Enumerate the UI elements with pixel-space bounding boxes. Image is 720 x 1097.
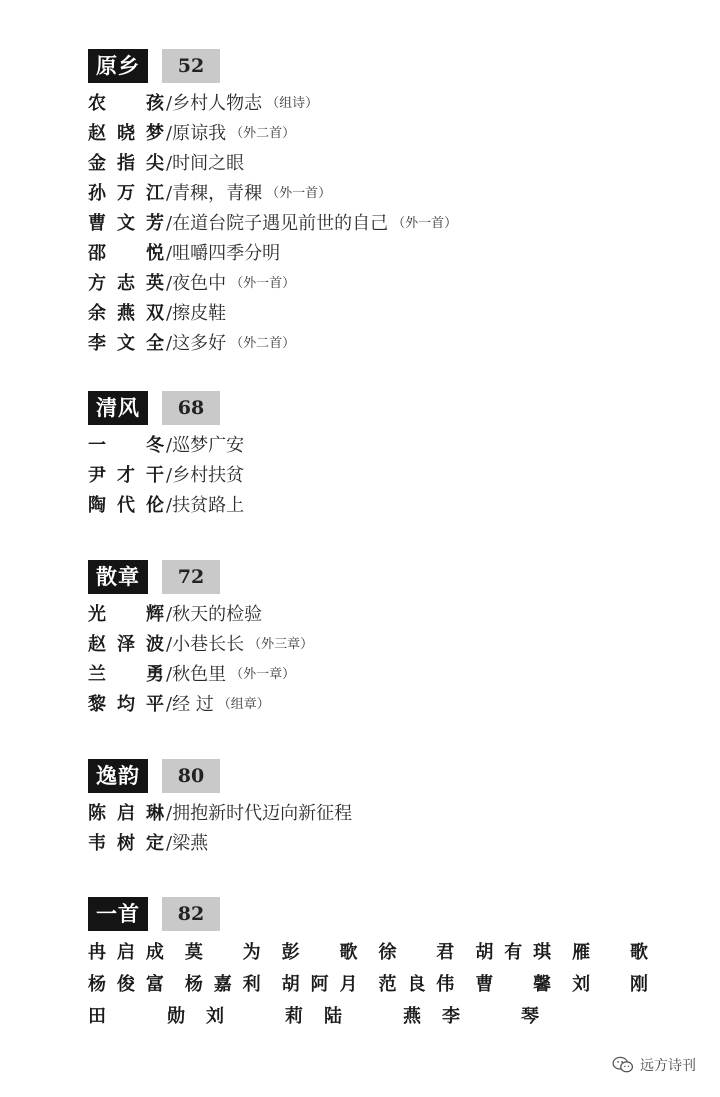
toc-entry — [88, 179, 457, 209]
entry-author: 邵悦 — [88, 243, 164, 264]
section-header — [88, 391, 248, 425]
section-qingfeng — [88, 391, 248, 521]
entry-title: /小巷长长 — [166, 634, 245, 655]
toc-entry — [88, 491, 248, 521]
entry-author: 赵泽波 — [88, 634, 164, 655]
toc-entry — [88, 239, 457, 269]
entry-title: /拥抱新时代迈向新征程 — [166, 803, 353, 824]
entry-note: （外一首） — [230, 276, 296, 291]
author-name: 杨俊富 — [88, 974, 164, 995]
author-name: 刘莉 — [206, 1006, 303, 1027]
entry-author: 孙万江 — [88, 183, 164, 204]
author-name: 徐君 — [378, 942, 455, 963]
author-name: 曹馨 — [475, 974, 552, 995]
author-name: 胡有琪 — [475, 942, 552, 963]
section-name: 散章 — [88, 560, 148, 594]
section-yiyun — [88, 759, 356, 859]
author-name: 范良伟 — [378, 974, 455, 995]
entry-title: /夜色中 — [166, 273, 227, 294]
entry-author: 陶代伦 — [88, 495, 164, 516]
toc-entry — [88, 799, 356, 829]
entry-author: 陈启琳 — [88, 803, 164, 824]
toc-entry — [88, 329, 457, 359]
section-name: 逸韵 — [88, 759, 148, 793]
author-name: 刘刚 — [572, 974, 648, 995]
author-name-row — [88, 1001, 648, 1033]
entry-title: /乡村人物志 — [166, 93, 263, 114]
entry-title: /乡村扶贫 — [166, 465, 245, 486]
entry-note: （外三章） — [248, 637, 314, 652]
watermark — [612, 1055, 696, 1075]
author-name-grid — [88, 937, 648, 1033]
toc-entry — [88, 829, 356, 859]
section-page-number: 52 — [162, 49, 220, 83]
entry-note: （外一首） — [392, 216, 458, 231]
entry-author: 方志英 — [88, 273, 164, 294]
entry-title: /巡梦广安 — [166, 435, 245, 456]
toc-entry — [88, 461, 248, 491]
author-name-row — [88, 969, 648, 1001]
entry-title: /这多好 — [166, 333, 227, 354]
author-name: 胡阿月 — [281, 974, 358, 995]
author-name: 莫为 — [184, 942, 261, 963]
section-page-number: 68 — [162, 391, 220, 425]
section-header — [88, 49, 457, 83]
toc-entry — [88, 269, 457, 299]
toc-entry — [88, 630, 313, 660]
author-name-row — [88, 937, 648, 969]
toc-entry — [88, 149, 457, 179]
entry-note: （组诗） — [266, 96, 319, 111]
section-yishou — [88, 897, 648, 1033]
entry-title: /秋色里 — [166, 664, 227, 685]
entry-author: 尹才干 — [88, 465, 164, 486]
entry-title: /原谅我 — [166, 123, 227, 144]
toc-entry — [88, 600, 313, 630]
entry-note: （外一章） — [230, 667, 296, 682]
toc-entry — [88, 119, 457, 149]
entry-note: （外一首） — [266, 186, 332, 201]
section-header — [88, 560, 313, 594]
toc-entry — [88, 431, 248, 461]
entry-title: /扶贫路上 — [166, 495, 245, 516]
section-name: 原乡 — [88, 49, 148, 83]
section-header — [88, 759, 356, 793]
watermark-text: 远方诗刊 — [640, 1058, 696, 1074]
entry-title: /青稞，青稞 — [166, 183, 263, 204]
entry-author: 光辉 — [88, 604, 164, 625]
entry-author: 曹文芳 — [88, 213, 164, 234]
section-header — [88, 897, 648, 931]
toc-entry — [88, 89, 457, 119]
toc-entry — [88, 299, 457, 329]
section-name: 清风 — [88, 391, 148, 425]
entry-note: （组章） — [217, 697, 270, 712]
entry-author: 韦树定 — [88, 833, 164, 854]
author-name: 杨嘉利 — [184, 974, 261, 995]
author-name: 陆燕 — [324, 1006, 421, 1027]
author-name: 田勋 — [88, 1006, 185, 1027]
entry-title: /梁燕 — [166, 833, 209, 854]
entry-title: /时间之眼 — [166, 153, 245, 174]
wechat-icon — [612, 1056, 634, 1074]
author-name: 彭歌 — [281, 942, 358, 963]
section-page-number: 72 — [162, 560, 220, 594]
author-name: 雁歌 — [572, 942, 648, 963]
entry-note: （外二首） — [230, 126, 296, 141]
toc-entry — [88, 690, 313, 720]
entry-author: 余燕双 — [88, 303, 164, 324]
section-name: 一首 — [88, 897, 148, 931]
entry-title: /擦皮鞋 — [166, 303, 227, 324]
entry-author: 李文全 — [88, 333, 164, 354]
entry-note: （外二首） — [230, 336, 296, 351]
section-sanzhang — [88, 560, 313, 720]
toc-entry — [88, 660, 313, 690]
entry-author: 农孩 — [88, 93, 164, 114]
entry-title: /秋天的检验 — [166, 604, 263, 625]
author-name: 李琴 — [442, 1006, 539, 1027]
toc-entry — [88, 209, 457, 239]
author-name: 冉启成 — [88, 942, 164, 963]
entry-author: 一冬 — [88, 435, 164, 456]
entry-title: /咀嚼四季分明 — [166, 243, 281, 264]
entry-title: /在道台院子遇见前世的自己 — [166, 213, 389, 234]
section-page-number: 82 — [162, 897, 220, 931]
entry-title: /经 过 — [166, 694, 214, 715]
entry-author: 兰勇 — [88, 664, 164, 685]
entry-author: 赵晓梦 — [88, 123, 164, 144]
section-page-number: 80 — [162, 759, 220, 793]
entry-author: 金指尖 — [88, 153, 164, 174]
section-yuanxiang — [88, 49, 457, 359]
entry-author: 黎均平 — [88, 694, 164, 715]
